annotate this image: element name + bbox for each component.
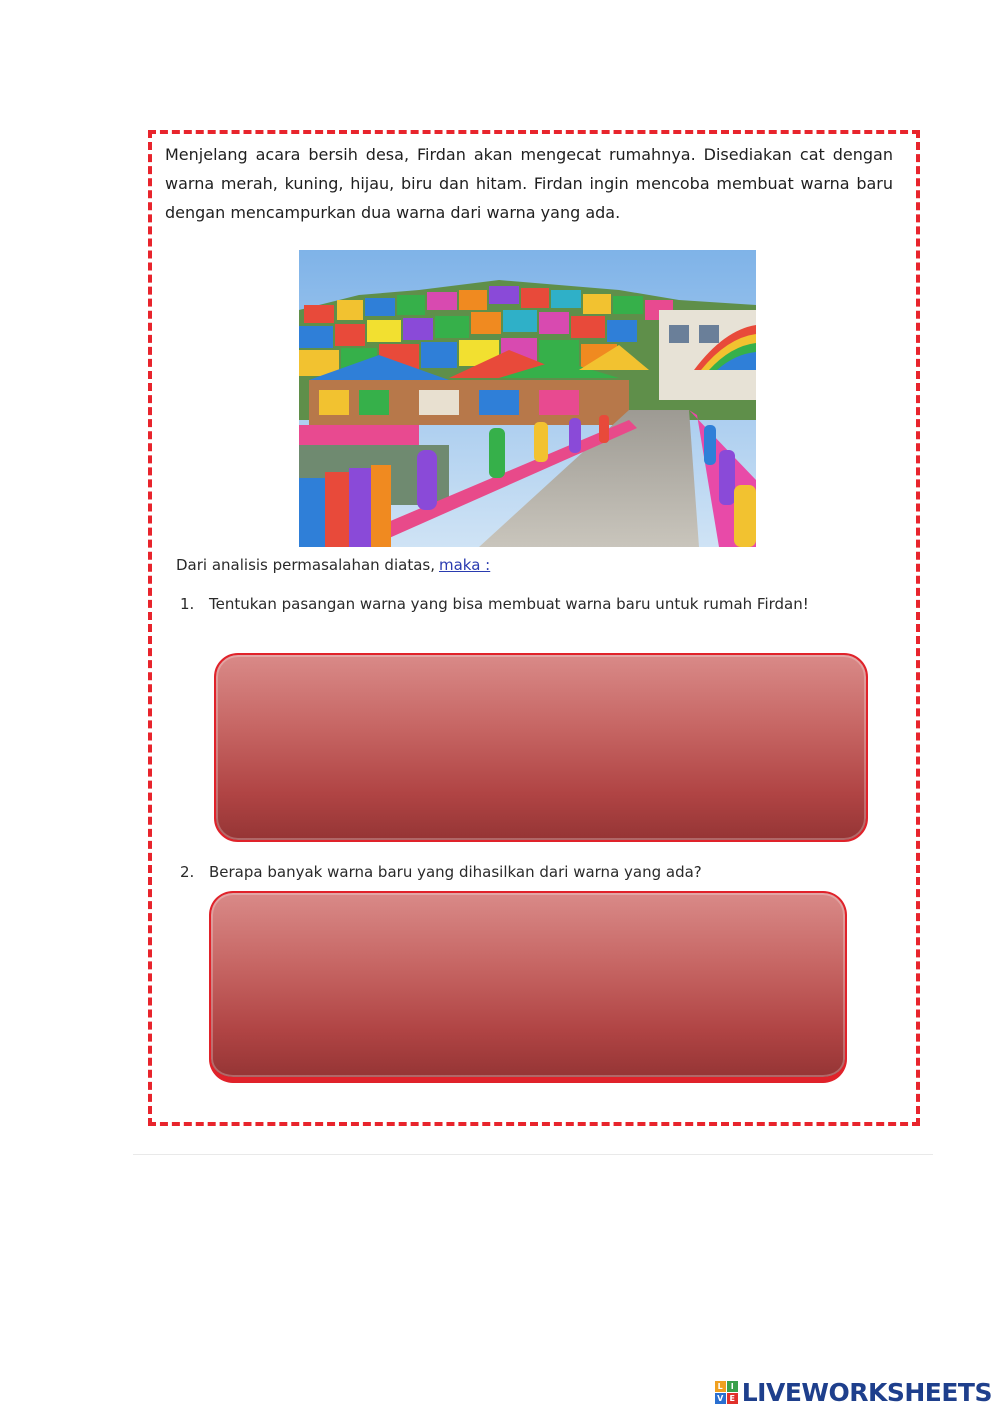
brand-name: LIVEWORKSHEETS (741, 1378, 992, 1407)
logo-letter: L (715, 1381, 726, 1392)
logo-letter: E (727, 1393, 738, 1404)
prompt-text: Dari analisis permasalahan diatas, (176, 556, 435, 574)
liveworksheets-brand[interactable] (715, 1378, 992, 1407)
logo-letter: I (727, 1381, 738, 1392)
question-number: 2. (180, 863, 195, 881)
question-text: Berapa banyak warna baru yang dihasilkan dari warna yang ada? (209, 863, 702, 881)
question-2 (180, 863, 819, 882)
question-text: Tentukan pasangan warna yang bisa membuat warna baru untuk rumah Firdan! (209, 595, 809, 613)
question-number: 1. (180, 595, 195, 613)
divider (133, 1154, 933, 1155)
liveworksheets-logo-icon (715, 1381, 738, 1404)
prompt-link[interactable]: maka : (438, 556, 491, 574)
question-1 (180, 595, 819, 614)
answer-box-2[interactable] (209, 891, 847, 1083)
intro-paragraph: Menjelang acara bersih desa, Firdan akan mengecat rumahnya. Disediakan cat dengan warna merah, kuning, hijau, biru dan hitam. Firdan ingin mencoba membuat warna baru dengan mencampurkan dua warna dari warna yang ada. (165, 145, 893, 222)
answer-box-1[interactable] (214, 653, 868, 842)
logo-letter: V (715, 1393, 726, 1404)
prompt-line (176, 556, 490, 574)
rainbow-village-photo (299, 250, 756, 547)
